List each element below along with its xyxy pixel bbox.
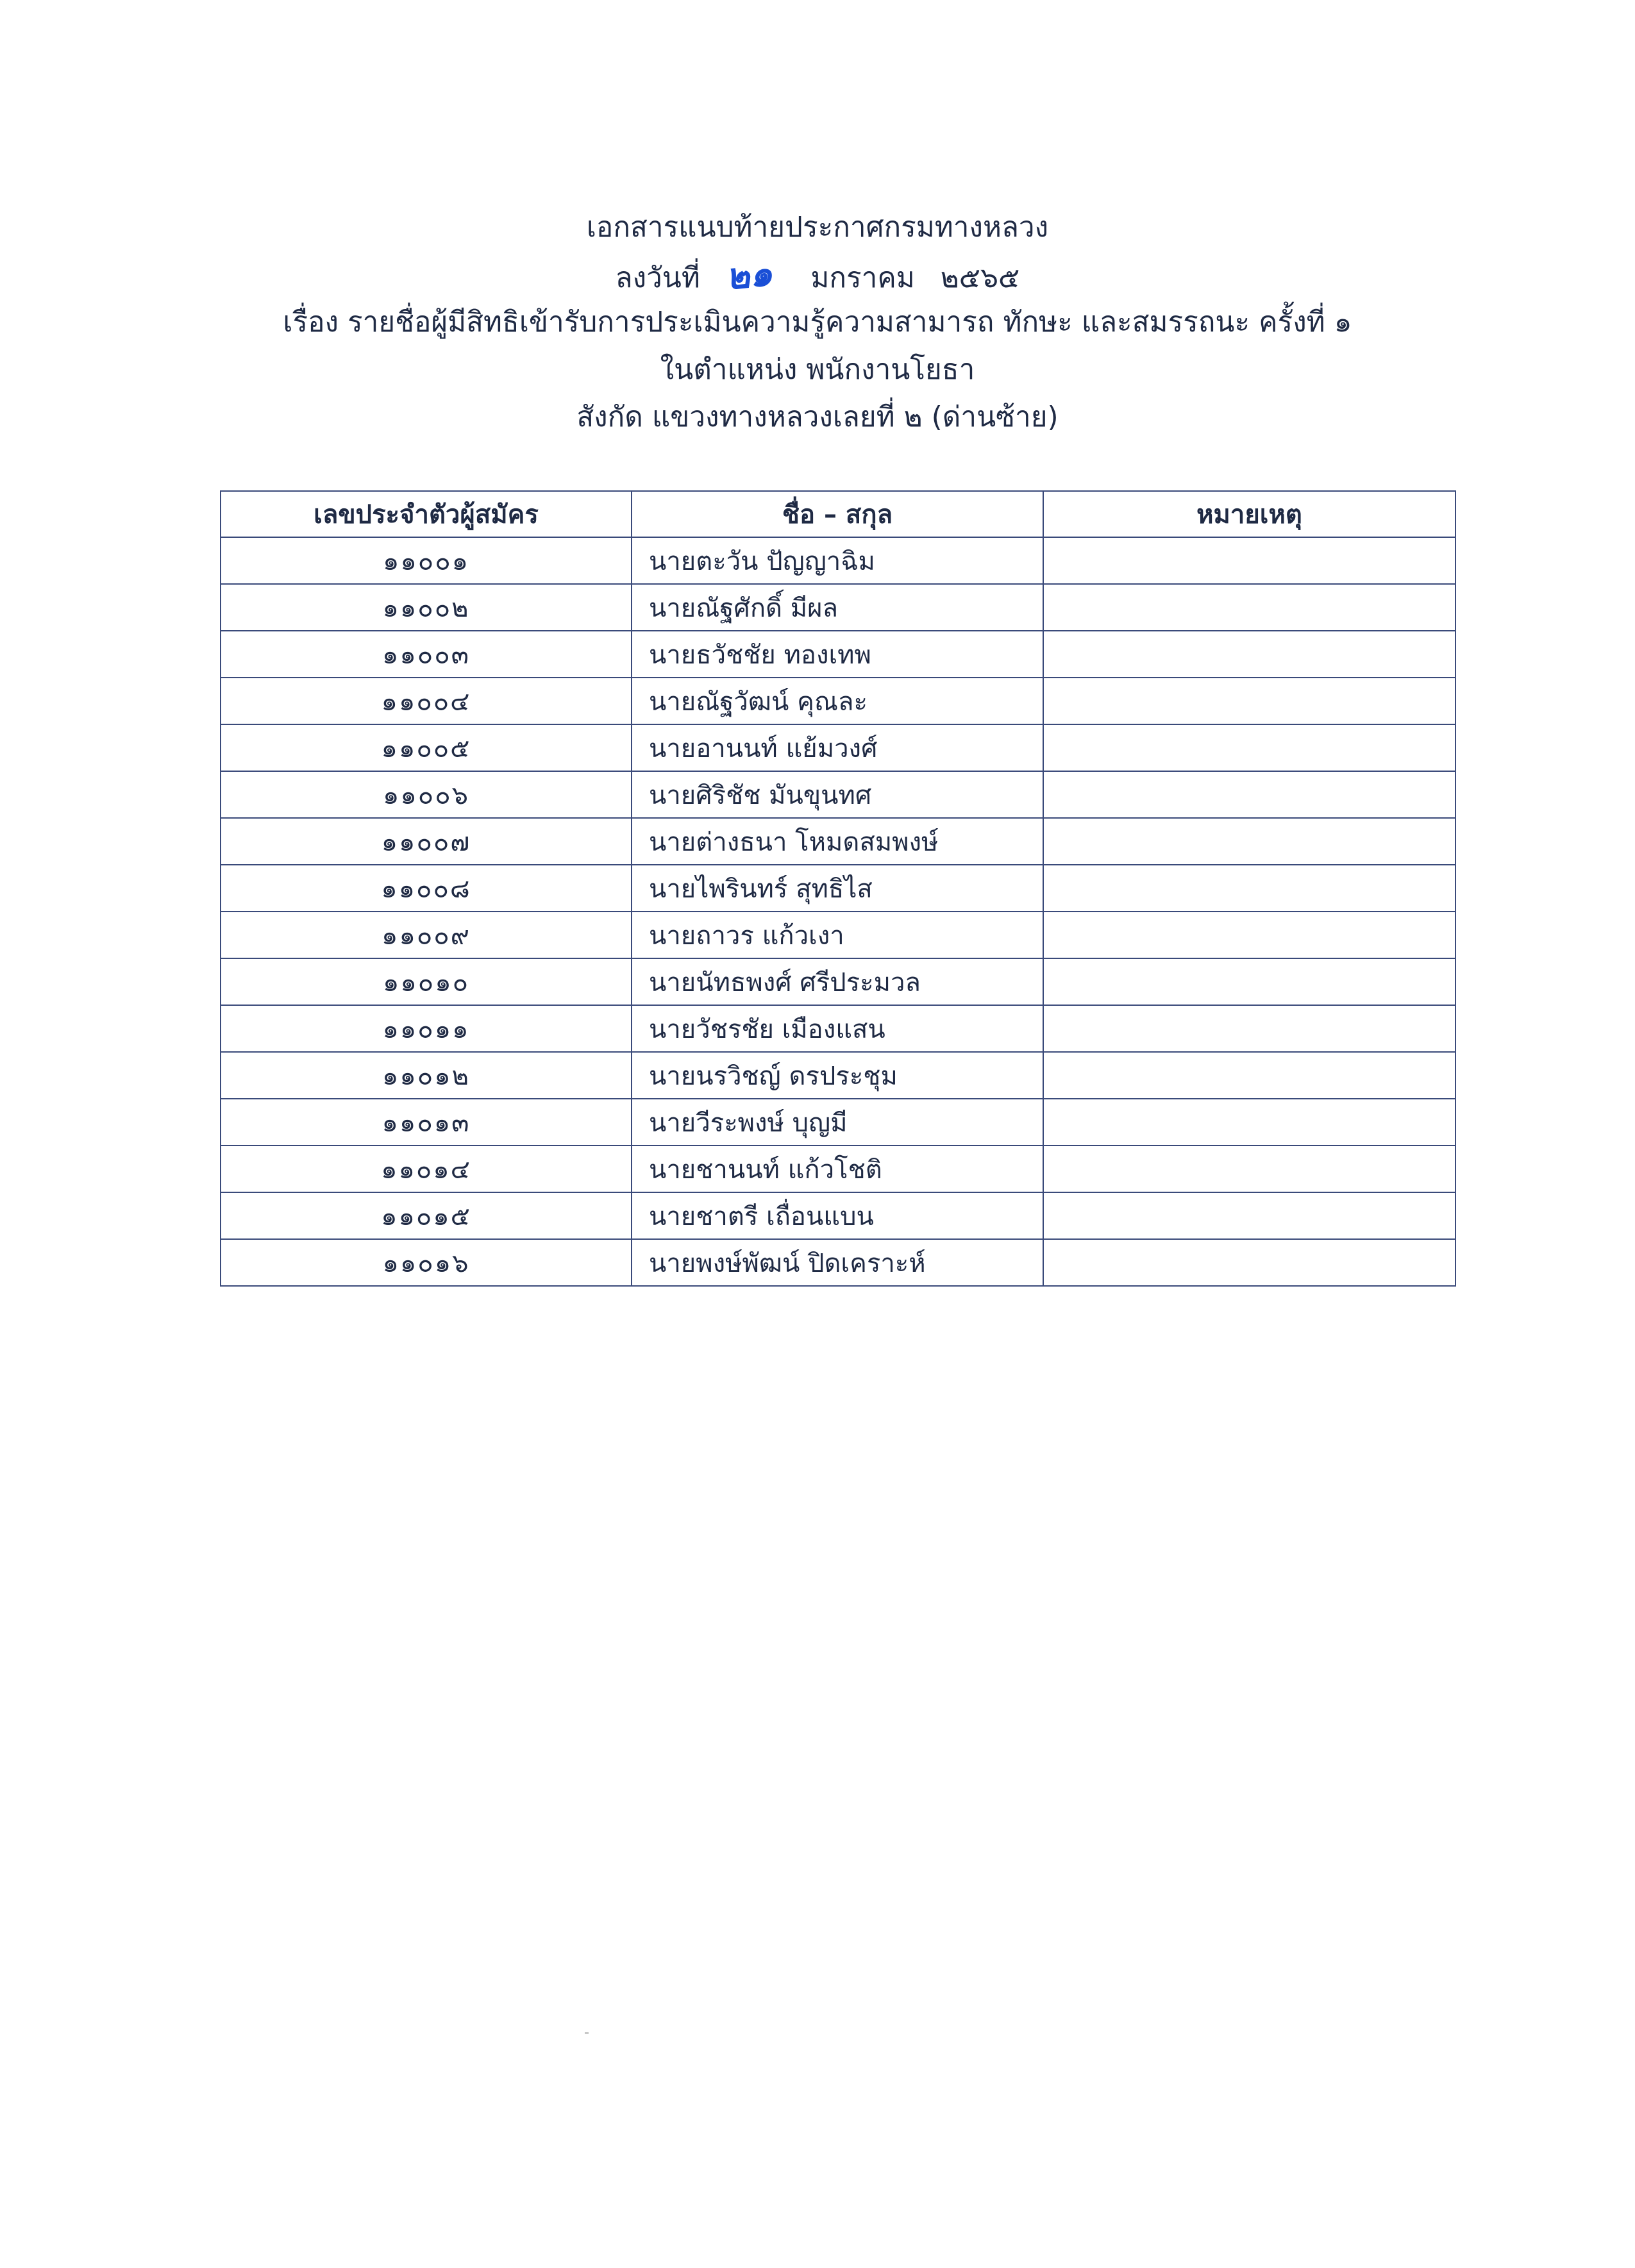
applicant-id-cell: ๑๑๐๑๒ [221, 1052, 632, 1099]
full-name-cell: นายถาวร แก้วเงา [632, 912, 1043, 958]
applicant-id-cell: ๑๑๐๑๖ [221, 1239, 632, 1286]
full-name-cell: นายต่างธนา โหมดสมพงษ์ [632, 818, 1043, 865]
table-row [221, 818, 1455, 865]
scan-speck [585, 2032, 589, 2034]
applicant-id-cell: ๑๑๐๑๓ [221, 1099, 632, 1146]
document-header [0, 204, 1635, 441]
full-name-cell: นายตะวัน ปัญญาฉิม [632, 537, 1043, 584]
full-name-cell: นายธวัชชัย ทองเทพ [632, 631, 1043, 678]
remarks-cell [1043, 1239, 1455, 1286]
column-header-remarks: หมายเหตุ [1043, 491, 1455, 537]
applicant-id-cell: ๑๑๐๑๐ [221, 958, 632, 1005]
candidate-table [220, 490, 1456, 1287]
full-name-cell: นายชานนท์ แก้วโชติ [632, 1146, 1043, 1192]
table-row [221, 1239, 1455, 1286]
table-body [221, 537, 1455, 1286]
subject-line: เรื่อง รายชื่อผู้มีสิทธิเข้ารับการประเมินความรู้ความสามารถ ทักษะ และสมรรถนะ ครั้งที่ ๑ [283, 306, 1352, 338]
full-name-cell: นายณัฐศักดิ์ มีผล [632, 584, 1043, 631]
remarks-cell [1043, 865, 1455, 912]
applicant-id-cell: ๑๑๐๐๓ [221, 631, 632, 678]
applicant-id-cell: ๑๑๐๐๑ [221, 537, 632, 584]
applicant-id-cell: ๑๑๐๐๙ [221, 912, 632, 958]
remarks-cell [1043, 724, 1455, 771]
table-header-row [221, 491, 1455, 537]
table-row [221, 537, 1455, 584]
remarks-cell [1043, 631, 1455, 678]
remarks-cell [1043, 958, 1455, 1005]
column-header-full-name: ชื่อ – สกุล [632, 491, 1043, 537]
full-name-cell: นายวัชรชัย เมืองแสน [632, 1005, 1043, 1052]
position-line: ในตำแหน่ง พนักงานโยธา [660, 353, 975, 386]
full-name-cell: นายณัฐวัฒน์ คุณละ [632, 678, 1043, 724]
table-row [221, 958, 1455, 1005]
table-row [221, 724, 1455, 771]
handwritten-day: ๒๑ [723, 251, 775, 299]
full-name-cell: นายพงษ์พัฒน์ ปิดเคราะห์ [632, 1239, 1043, 1286]
affiliation-line: สังกัด แขวงทางหลวงเลยที่ ๒ (ด่านซ้าย) [576, 401, 1059, 433]
full-name-cell: นายศิริชัช มันขุนทศ [632, 771, 1043, 818]
applicant-id-cell: ๑๑๐๐๔ [221, 678, 632, 724]
date-line [0, 251, 1635, 299]
table-row [221, 1192, 1455, 1239]
remarks-cell [1043, 1005, 1455, 1052]
table-row [221, 631, 1455, 678]
applicant-id-cell: ๑๑๐๑๕ [221, 1192, 632, 1239]
applicant-id-cell: ๑๑๐๐๖ [221, 771, 632, 818]
table-row [221, 912, 1455, 958]
applicant-id-cell: ๑๑๐๑๑ [221, 1005, 632, 1052]
full-name-cell: นายวีระพงษ์ บุญมี [632, 1099, 1043, 1146]
remarks-cell [1043, 818, 1455, 865]
full-name-cell: นายไพรินทร์ สุทธิไส [632, 865, 1043, 912]
full-name-cell: นายนัทธพงศ์ ศรีประมวล [632, 958, 1043, 1005]
date-month: มกราคม [810, 262, 915, 294]
table-row [221, 1052, 1455, 1099]
table-row [221, 865, 1455, 912]
applicant-id-cell: ๑๑๐๑๔ [221, 1146, 632, 1192]
applicant-id-cell: ๑๑๐๐๕ [221, 724, 632, 771]
remarks-cell [1043, 1052, 1455, 1099]
full-name-cell: นายอานนท์ แย้มวงศ์ [632, 724, 1043, 771]
remarks-cell [1043, 678, 1455, 724]
remarks-cell [1043, 1099, 1455, 1146]
remarks-cell [1043, 912, 1455, 958]
applicant-id-cell: ๑๑๐๐๗ [221, 818, 632, 865]
date-prefix: ลงวันที่ [615, 262, 700, 294]
table-row [221, 1099, 1455, 1146]
table-row [221, 771, 1455, 818]
full-name-cell: นายชาตรี เถื่อนแบน [632, 1192, 1043, 1239]
remarks-cell [1043, 1192, 1455, 1239]
applicant-id-cell: ๑๑๐๐๘ [221, 865, 632, 912]
remarks-cell [1043, 1146, 1455, 1192]
remarks-cell [1043, 584, 1455, 631]
attachment-title: เอกสารแนบท้ายประกาศกรมทางหลวง [586, 211, 1049, 244]
remarks-cell [1043, 771, 1455, 818]
table-row [221, 1005, 1455, 1052]
table-row [221, 1146, 1455, 1192]
full-name-cell: นายนรวิชญ์ ดรประชุม [632, 1052, 1043, 1099]
applicant-id-cell: ๑๑๐๐๒ [221, 584, 632, 631]
column-header-applicant-id: เลขประจำตัวผู้สมัคร [221, 491, 632, 537]
table-row [221, 584, 1455, 631]
table-row [221, 678, 1455, 724]
date-year: ๒๕๖๕ [940, 262, 1020, 294]
remarks-cell [1043, 537, 1455, 584]
